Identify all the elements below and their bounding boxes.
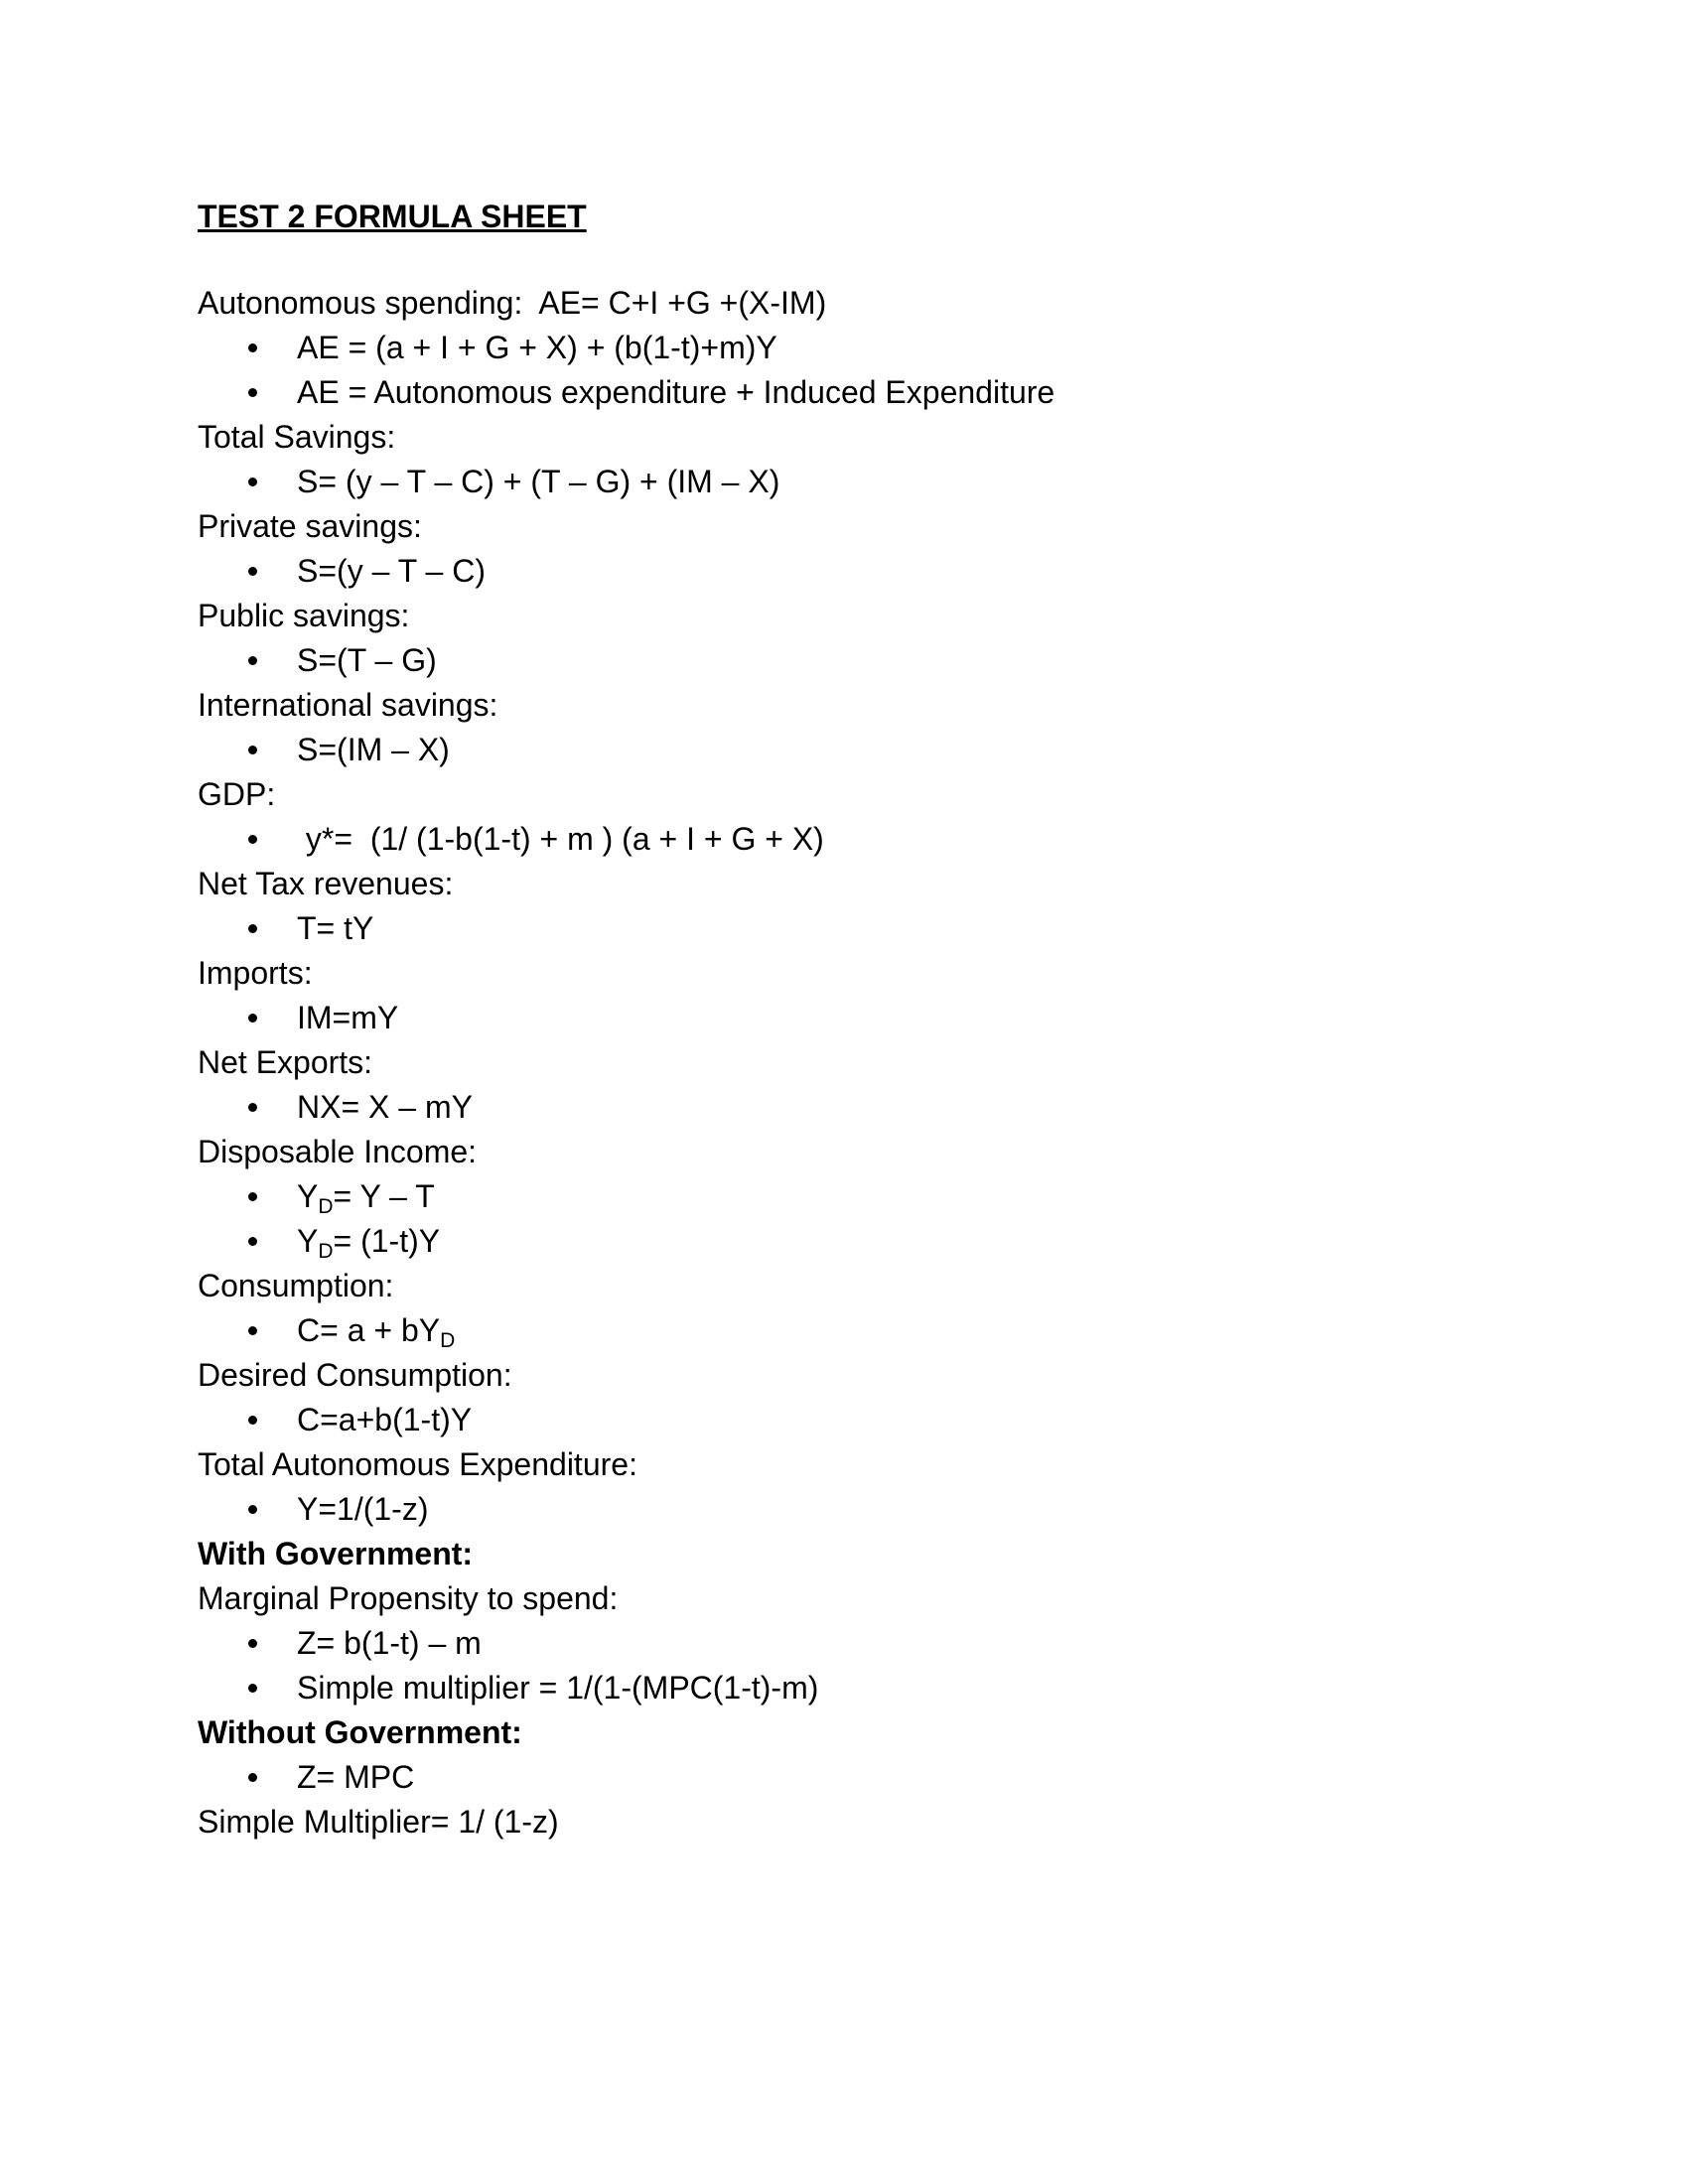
bullet-icon [248, 1684, 257, 1693]
formula-sheet [198, 195, 1488, 1844]
bullet-icon [248, 835, 257, 844]
formula-text: Imports: [198, 955, 313, 991]
bullet-icon [248, 1416, 257, 1425]
formula-label [198, 683, 1488, 728]
formula-text: IM=mY [297, 1000, 399, 1035]
subscript: D [440, 1329, 456, 1352]
bullet-icon [248, 746, 257, 754]
bullet-icon [248, 1639, 257, 1648]
formula-text: GDP: [198, 776, 276, 812]
formula-bullet [198, 1308, 1488, 1353]
formula-bullet [198, 549, 1488, 594]
formula-text: = Y – T [333, 1178, 435, 1214]
formula-label [198, 1800, 1488, 1844]
formula-text: y*= (1/ (1-b(1-t) + m ) (a + I + G + X) [297, 821, 824, 857]
formula-bullet [198, 1398, 1488, 1442]
formula-label [198, 951, 1488, 996]
subscript: D [318, 1195, 334, 1218]
formula-text: Y [297, 1178, 319, 1214]
formula-text: International savings: [198, 687, 498, 723]
bullet-icon [248, 1192, 257, 1201]
bullet-icon [248, 1014, 257, 1023]
formula-bullet [198, 817, 1488, 862]
bullet-icon [248, 656, 257, 665]
formula-bullet [198, 1219, 1488, 1264]
formula-text: Net Exports: [198, 1044, 373, 1080]
formula-text: Public savings: [198, 598, 410, 633]
formula-label [198, 772, 1488, 817]
bullet-icon [248, 1237, 257, 1246]
formula-label [198, 504, 1488, 549]
formula-bullet [198, 1666, 1488, 1710]
bullet-icon [248, 924, 257, 933]
formula-label [198, 1264, 1488, 1308]
subscript: D [318, 1240, 334, 1263]
formula-text: Disposable Income: [198, 1134, 478, 1169]
formula-text: C=a+b(1-t)Y [297, 1402, 473, 1437]
formula-bullet [198, 1755, 1488, 1800]
formula-label [198, 1353, 1488, 1398]
formula-bullet [198, 1487, 1488, 1532]
formula-text: Simple Multiplier= 1/ (1-z) [198, 1804, 559, 1840]
bullet-icon [248, 1773, 257, 1782]
formula-text: NX= X – mY [297, 1089, 473, 1125]
bullet-icon [248, 388, 257, 397]
formula-text: Total Savings: [198, 419, 396, 455]
formula-list [198, 281, 1488, 1844]
formula-label [198, 1442, 1488, 1487]
formula-label [198, 1130, 1488, 1174]
formula-text: C= a + bY [297, 1312, 441, 1348]
formula-bullet [198, 906, 1488, 951]
formula-text: Simple multiplier = 1/(1-(MPC(1-t)-m) [297, 1670, 819, 1706]
formula-text: With Government: [198, 1536, 474, 1571]
formula-text: = (1-t)Y [333, 1223, 441, 1259]
bullet-icon [248, 567, 257, 576]
formula-bullet [198, 638, 1488, 683]
page-title: TEST 2 FORMULA SHEET [198, 199, 587, 234]
formula-text: S=(IM – X) [297, 732, 450, 767]
formula-text: T= tY [297, 910, 374, 946]
formula-label [198, 1040, 1488, 1085]
formula-label [198, 862, 1488, 906]
formula-text: S=(T – G) [297, 642, 437, 678]
bullet-icon [248, 478, 257, 486]
formula-bullet [198, 460, 1488, 504]
section-heading [198, 1710, 1488, 1755]
formula-text: Marginal Propensity to spend: [198, 1580, 619, 1616]
bullet-icon [248, 343, 257, 352]
formula-text: Net Tax revenues: [198, 866, 454, 901]
formula-text: Autonomous spending: AE= C+I +G +(X-IM) [198, 285, 827, 321]
formula-text: AE = (a + I + G + X) + (b(1-t)+m)Y [297, 330, 777, 365]
formula-bullet [198, 1174, 1488, 1219]
formula-bullet [198, 728, 1488, 772]
formula-bullet [198, 996, 1488, 1040]
formula-bullet [198, 370, 1488, 415]
formula-text: Private savings: [198, 508, 422, 544]
formula-text: Y=1/(1-z) [297, 1491, 429, 1527]
formula-text: Without Government: [198, 1714, 522, 1750]
section-heading [198, 1532, 1488, 1576]
bullet-icon [248, 1103, 257, 1112]
formula-text: S= (y – T – C) + (T – G) + (IM – X) [297, 464, 780, 499]
bullet-icon [248, 1326, 257, 1335]
formula-text: Z= MPC [297, 1759, 415, 1795]
formula-text: Y [297, 1223, 319, 1259]
formula-label [198, 415, 1488, 460]
formula-text: S=(y – T – C) [297, 553, 486, 589]
formula-text: AE = Autonomous expenditure + Induced Expenditure [297, 374, 1055, 410]
formula-text: Total Autonomous Expenditure: [198, 1446, 637, 1482]
formula-text: Consumption: [198, 1268, 394, 1303]
formula-label [198, 1576, 1488, 1621]
formula-text: Z= b(1-t) – m [297, 1625, 482, 1661]
bullet-icon [248, 1505, 257, 1514]
formula-text: Desired Consumption: [198, 1357, 512, 1393]
formula-bullet [198, 1085, 1488, 1130]
formula-bullet [198, 326, 1488, 370]
formula-label [198, 594, 1488, 638]
formula-bullet [198, 1621, 1488, 1666]
formula-label [198, 281, 1488, 326]
